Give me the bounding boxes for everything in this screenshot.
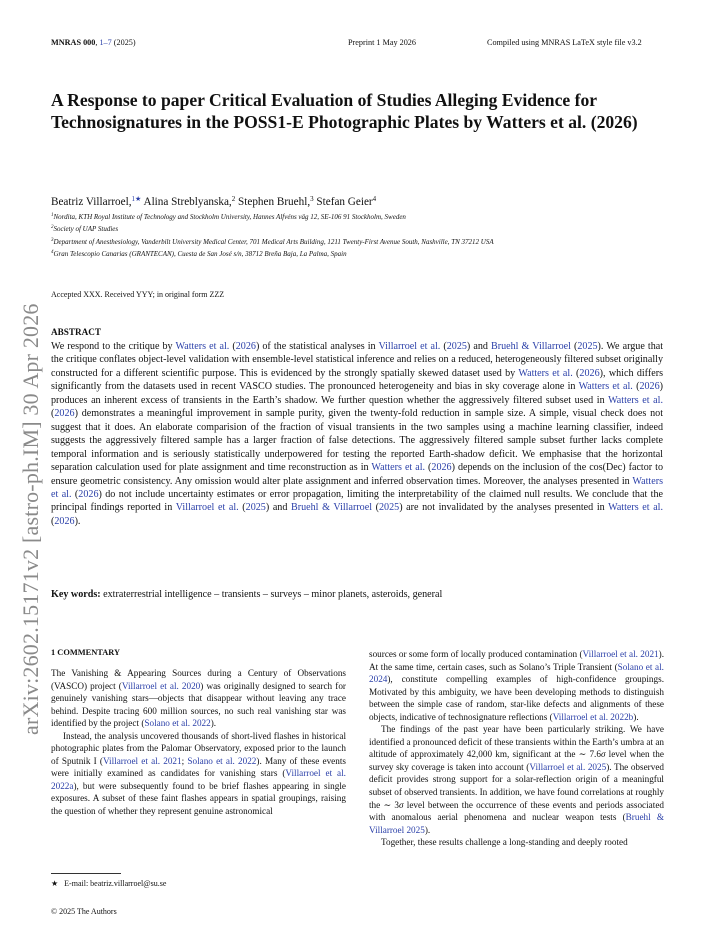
citation-link[interactable]: Watters et al. (608, 502, 664, 514)
affiliation-3 (51, 237, 494, 247)
keywords-text: extraterrestrial intelligence – transients – surveys – minor planets, asteroids, general (103, 589, 443, 600)
keywords-line (51, 589, 442, 600)
journal-citation: MNRAS 000, 1–7 (2025) (51, 38, 136, 47)
citation-link[interactable]: Watters et al. (578, 381, 633, 393)
abstract-body: We respond to the critique by Watters et al. (2026) of the statistical analyses in Villarroel et al. (2025) and Bruehl & Villarroel (2025). We argue that the critique conflates object-level validation with ensemble-level statistical inference and relies on a reduced, heterogeneously filtered subset originally constructed for a different scientific purpose. This is evidenced by the strongly spatially skewed dataset used by Watters et al. (2026), which differs significantly from the datasets used in recent VASCO studies. The pronounced heterogeneity and bias in sky coverage alone in Watters et al. (2026) produces an inherent excess of transients in the Earth’s shadow. We further question whether the aggressively filtered subset used in Watters et al. (2026) demonstrates a meaningful improvement in sample purity, given the twenty-fold reduction in sample size. A simple, visual check does not suggest that it does. An elaborate comparision of the fraction of visual transients in the two samples using a machine learning classifier, indeed suggests the aggressively filtered sample has a larger fraction of false detections. The aggressively filtered sample subset further lacks complete temporal information and is seriously statistically underpowered for testing the reported Earth-shadow deficit. We emphasise that the horizontal separation calculation used for plate assignment and time reconstruction as in Watters et al. (2026) depends on the inclusion of the cos(Dec) factor to ensure geometric consistency. Any omission would alter plate assignment and inferred observation times. Moreover, the analyses presented in Watters et al. (2026) do not include uncertainty estimates or error propagation, limiting the interpretability of the claimed null results. We conclude that the principal findings reported in Villarroel et al. (2025) and Bruehl & Villarroel (2025) are not invalidated by the analyses presented in Watters et al. (2026). (51, 341, 664, 527)
citation-link[interactable]: 2025 (577, 341, 598, 352)
citation-link[interactable]: Villarroel et al. 2022b (552, 711, 634, 722)
citation-link[interactable]: Watters et al. (175, 341, 230, 352)
author-1: Beatriz Villarroel, (51, 196, 132, 208)
citation-link[interactable]: Villarroel et al. 2020 (121, 680, 201, 691)
arxiv-stamp[interactable]: arXiv:2602.15171v2 [astro-ph.IM] 30 Apr 2026 (18, 303, 43, 735)
footnote-email[interactable]: E-mail: beatriz.villarroel@su.se (64, 879, 167, 888)
abstract-heading: ABSTRACT (51, 327, 102, 337)
journal-name: MNRAS 000 (51, 38, 96, 47)
left-paragraph-1: The Vanishing & Appearing Sources during a Century of Observations (VASCO) project (Villarroel et al. 2020) was originally designed to search for genuinely vanishing stars—objects that disappear without leaving any trace behind. Despite tracing 600 million sources, no such real vanishing star was identified by the project (Solano et al. 2022). (51, 668, 346, 729)
compiled-note: Compiled using MNRAS LaTeX style file v3.2 (487, 38, 642, 47)
affiliation-1-text: Nordita, KTH Royal Institute of Technology and Stockholm University, Hannes Alfvéns väg 12, SE-106 91 Stockholm, Sweden (53, 213, 406, 221)
citation-link[interactable]: Watters et al. (518, 367, 573, 379)
citation-link[interactable]: 2026 (431, 462, 452, 474)
left-paragraph-2: Instead, the analysis uncovered thousands of short-lived flashes in historical photographic plates from the Palomar Observatory, exposed prior to the launch of Sputnik I (Villarroel et al. 2021; Solano et al. 2022). Many of these events were initially examined as candidates for vanishing stars (Villarroel et al. 2022a), but were subsequently found to be brief flashes appearing in single exposures. A subset of these faint flashes appears in spatial groupings, raising the question of whether they represent genuine astronomical (51, 730, 346, 817)
citation-link[interactable]: Watters et al. (371, 462, 426, 474)
citation-link[interactable]: 2026 (54, 408, 75, 420)
affiliation-4-sup: 4 (51, 250, 54, 255)
footnote (51, 879, 166, 888)
citation-link[interactable]: Villarroel et al. 2022a (51, 768, 346, 791)
citation-link[interactable]: Bruehl & Villarroel 2025 (369, 812, 664, 835)
citation-link[interactable]: 2025 (245, 502, 266, 514)
affiliation-3-text: Department of Anesthesiology, Vanderbilt University Medical Center, 701 Medical Arts Building, 1211 Twenty-First Avenue South, Nashville, TN 37212 USA (53, 238, 494, 246)
author-2: Alina Streblyanska, (143, 196, 232, 208)
citation-link[interactable]: 2026 (579, 367, 600, 379)
citation-link[interactable]: Bruehl & Villarroel (291, 502, 373, 514)
citation-link[interactable]: Bruehl & Villarroel (491, 341, 571, 352)
affiliation-2 (51, 224, 118, 234)
journal-year: (2025) (113, 38, 136, 47)
author-list (51, 196, 376, 208)
affiliation-2-sup: 2 (51, 225, 54, 230)
author-3: Stephen Bruehl, (238, 196, 311, 208)
citation-link[interactable]: 2026 (78, 488, 99, 500)
citation-link[interactable]: Watters et al. (51, 475, 663, 500)
journal-pages[interactable]: 1–7 (99, 38, 112, 47)
right-column (369, 648, 664, 849)
citation-link[interactable]: Villarroel et al. (378, 341, 441, 352)
right-paragraph-1: sources or some form of locally produced contamination (Villarroel et al. 2021). At the same time, certain cases, such as Solano’s Triple Transient (Solano et al. 2024), constitute compelling examples of high-confidence groupings. Motivated by this ambiguity, we have been developing methods to distinguish between the simple case of random, star-like defects and alignments of these objects, indicative of technosignature reflections (Villarroel et al. 2022b). (369, 649, 664, 722)
citation-link[interactable]: 2025 (446, 341, 467, 352)
paper-title: A Response to paper Critical Evaluation of Studies Alleging Evidence for Technosignatures in the POSS1-E Photographic Plates by Watters et al. (2026) (51, 90, 638, 132)
right-paragraph-2: The findings of the past year have been particularly striking. We have identified a pronounced deficit of these transients within the Earth’s umbra at an altitude of approximately 42,000 km, significant at the ∼ 7.6σ level when the survey sky coverage is taken into account (Villarroel et al. 2025). The observed deficit provides strong support for a solar-reflection origin of a meaningful subset of observed transients. In addition, we have found correlations at roughly the ∼ 3σ level between the occurrence of these events and periods associated with anomalous aerial phenomena and nuclear weapon tests (Bruehl & Villarroel 2025). (369, 724, 664, 835)
citation-link[interactable]: 2025 (379, 502, 400, 514)
author-2-sup: 2 (231, 195, 236, 203)
affiliation-4 (51, 249, 347, 259)
affiliation-4-text: Gran Telescopio Canarias (GRANTECAN), Cuesta de San José s/n, 38712 Breña Baja, La Palma, Spain (53, 250, 347, 258)
citation-link[interactable]: 2026 (639, 381, 660, 393)
citation-link[interactable]: Villarroel et al. 2025 (529, 761, 607, 772)
author-4-sup: 4 (372, 195, 377, 203)
footnote-rule (51, 873, 121, 874)
citation-link[interactable]: Solano et al. 2024 (369, 661, 664, 685)
affiliation-1-sup: 1 (51, 213, 54, 218)
citation-link[interactable]: Villarroel et al. 2021 (582, 649, 659, 659)
accepted-line: Accepted XXX. Received YYY; in original form ZZZ (51, 290, 225, 299)
citation-link[interactable]: Watters et al. (608, 394, 663, 406)
section-1-heading: 1 COMMENTARY (51, 648, 121, 657)
keywords-label: Key words: (51, 589, 101, 600)
footnote-mark: ★ (51, 879, 59, 888)
affiliation-3-sup: 3 (51, 238, 54, 243)
right-paragraph-3: Together, these results challenge a long-standing and deeply rooted (381, 837, 628, 848)
affiliation-1 (51, 212, 406, 222)
affiliation-2-text: Society of UAP Studies (53, 225, 119, 233)
author-1-sup[interactable]: 1★ (131, 195, 142, 203)
citation-link[interactable]: Villarroel et al. (175, 502, 239, 514)
citation-link[interactable]: Villarroel et al. 2021 (102, 755, 182, 766)
citation-link[interactable]: 2026 (235, 341, 256, 352)
citation-link[interactable]: Solano et al. 2022 (187, 755, 257, 766)
author-4: Stefan Geier (316, 196, 373, 208)
citation-link[interactable]: Solano et al. 2022 (144, 718, 211, 729)
left-column (51, 667, 346, 818)
citation-link[interactable]: 2026 (54, 515, 75, 527)
copyright: © 2025 The Authors (51, 907, 117, 916)
preprint-date: Preprint 1 May 2026 (348, 38, 416, 47)
author-3-sup: 3 (310, 195, 314, 203)
